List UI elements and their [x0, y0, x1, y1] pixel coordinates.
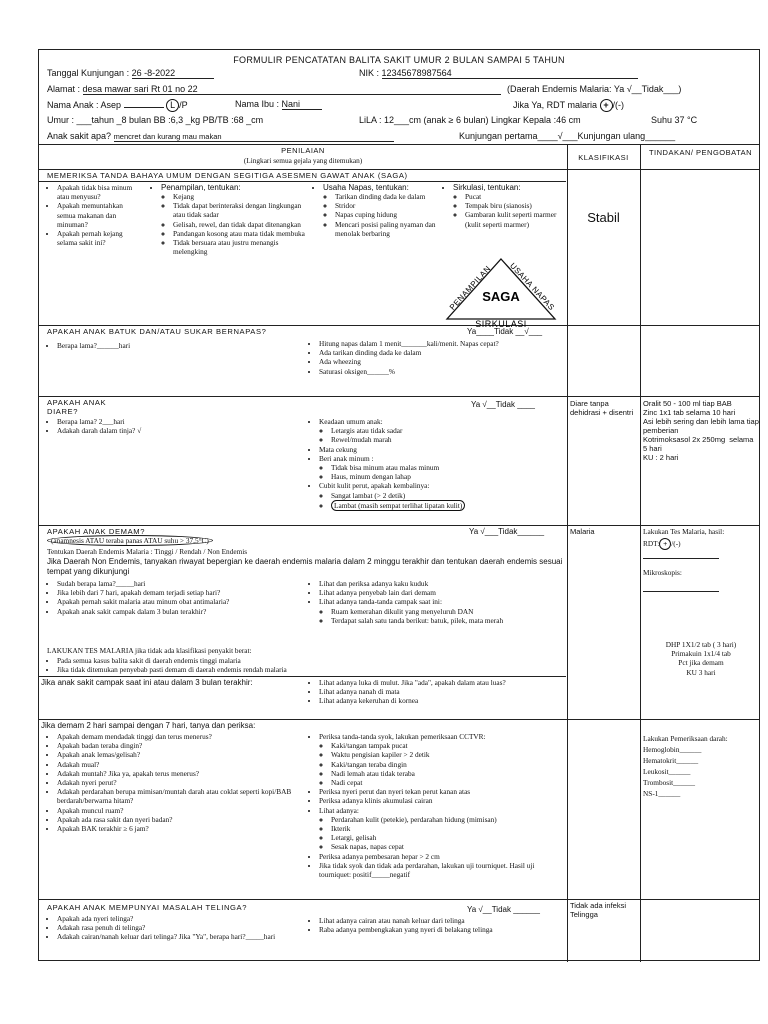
klasifikasi-head: KLASIFIKASI	[578, 153, 629, 162]
campak-sign: • Lihat adanya luka di mulut. Jika "ada", apakah dalam atau luas?	[319, 678, 563, 687]
rdt-line	[643, 550, 719, 559]
tanggal-value[interactable]: 26 -8-2022	[132, 68, 214, 79]
saga-col4	[443, 183, 563, 229]
saga-sign: ◦ Gambaran kulit seperti marmer (kulit seperti marmer)	[465, 210, 563, 228]
demam-lakukan-item: • Jika tidak ditemukan penyebab pasti demam di daerah endemis rendah malaria	[57, 665, 557, 674]
saga-sign: ◦ Pucat	[465, 192, 563, 201]
campak-sign: • Lihat adanya nanah di mata	[319, 687, 563, 696]
dbd-sign: • Periksa nyeri perut dan nyeri tekan perut kanan atas	[319, 787, 565, 796]
demam-sign: • Lihat dan periksa adanya kaku kuduk	[319, 579, 563, 588]
diare-title: APAKAH ANAK DIARE?	[47, 398, 107, 416]
tri-usaha-label: USAHA NAPAS	[507, 261, 557, 313]
nik-row	[359, 68, 638, 79]
suhu-row: Suhu 37 °C	[651, 115, 698, 125]
diare-klasifikasi: Diare tanpa dehidrasi + disentri	[570, 399, 634, 417]
saga-title: MEMERIKSA TANDA BAHAYA UMUM DENGAN SEGITIGA ASESMEN GAWAT ANAK (SAGA)	[47, 171, 408, 180]
diare-sign-circled: ◦ Lambat (masih sempat terlihat lipatan kulit)	[331, 500, 559, 511]
alamat-label: Alamat :	[47, 84, 81, 94]
rdt-text: Jika Ya, RDT malaria	[513, 100, 598, 110]
saga-sign: ◦ Tarikan dinding dada ke dalam	[335, 192, 443, 201]
form-title: FORMULIR PENCATATAN BALITA SAKIT UMUR 2 BULAN SAMPAI 5 TAHUN	[233, 55, 565, 65]
campak-sign: • Lihat adanya kekeruhan di kornea	[319, 696, 563, 705]
sakit-value[interactable]: mencret dan kurang mau makan	[114, 132, 394, 142]
batuk-sign: • Saturasi oksigen______%	[319, 367, 559, 376]
batuk-sign: • Ada tarikan dinding dada ke dalam	[319, 348, 559, 357]
dbd-right	[309, 732, 565, 879]
rdt-row	[513, 99, 624, 112]
demam-klasifikasi: Malaria	[570, 527, 595, 536]
vline	[640, 144, 641, 962]
kunjungan-row: Kunjungan pertama____√___Kunjungan ulang______	[459, 131, 676, 141]
sakit-row	[47, 131, 394, 142]
endemis-text: (Daerah Endemis Malaria: Ya √__Tidak___)	[507, 84, 682, 94]
campak-left: Jika anak sakit campak saat ini atau dalam 3 bulan terakhir:	[41, 678, 253, 687]
hline	[39, 719, 759, 720]
dbd-sign: ◦ Kaki/tangan tampak pucat	[331, 741, 565, 750]
batuk-right	[309, 339, 559, 376]
rdt-rest: /(-)	[612, 100, 625, 110]
hline	[39, 676, 566, 677]
saga-sign: ◦ Mencari posisi paling nyaman dan menolak berbaring	[335, 220, 443, 238]
saga-col3	[313, 183, 443, 238]
saga-col2	[151, 183, 311, 256]
dbd-sign: ◦ Waktu pengisian kapiler > 2 detik	[331, 750, 565, 759]
jk-l-circled[interactable]: L	[166, 99, 179, 112]
nama-anak-row	[47, 99, 188, 112]
dbd-sign: • Periksa adanya klinis akumulasi cairan	[319, 796, 565, 805]
dbd-q: • Adakah perdarahan berupa mimisan/muntah darah atau coklat seperti kopi/BAB berdarah/berwarna hitam?	[57, 787, 301, 805]
dbd-sign: ◦ Ikterik	[331, 824, 565, 833]
telinga-yatidak[interactable]: Ya √__Tidak ______	[467, 905, 540, 914]
dbd-left	[47, 732, 301, 833]
demam-sub2: Tentukan Daerah Endemis Malaria : Tinggi / Rendah / Non Endemis	[47, 547, 248, 556]
penilaian-sub: (Lingkari semua gejala yang ditemukan)	[243, 156, 363, 165]
tanggal-label: Tanggal Kunjungan :	[47, 68, 130, 78]
mikroskopis-line	[643, 577, 719, 592]
hline	[39, 181, 566, 182]
saga-q: • Apakah tidak bisa minum atau menyusu?	[57, 183, 137, 201]
nama-anak-label: Nama Anak :	[47, 100, 99, 110]
saga-q: • Apakah memuntahkan semua makanan dan minuman?	[57, 201, 137, 229]
diare-tindakan: Oralit 50 - 100 ml tiap BAB Zinc 1x1 tab selama 10 hari Asi lebih sering dan lebih lama tiap pemberian Kotrimoksasol 2x 250mg selama 5 hari KU : 2 hari	[643, 399, 759, 462]
dbd-sign: ◦ Nadi lemah atau tidak teraba	[331, 769, 565, 778]
umur-row: Umur : ___tahun _8 bulan BB :6,3 _kg PB/TB :68 _cm	[47, 115, 264, 125]
batuk-q: • Berapa lama?______hari	[57, 341, 297, 350]
nama-ibu-label: Nama Ibu :	[235, 99, 280, 109]
dbd-q: • Apakah ada rasa sakit dan nyeri badan?	[57, 815, 301, 824]
saga-sign: ◦ Tidak bersuara atau justru menangis melengking	[173, 238, 311, 256]
saga-sign: ◦ Stridor	[335, 201, 443, 210]
saga-q: • Apakah pernah kejang selama sakit ini?	[57, 229, 137, 247]
diare-right	[309, 417, 559, 511]
form-sheet	[38, 49, 760, 961]
alamat-value[interactable]: desa mawar sari Rt 01 no 22	[83, 84, 501, 95]
dbd-q: • Apakah demam mendadak tinggi dan terus menerus?	[57, 732, 301, 741]
diare-head: • Keadaan umum anak:	[319, 417, 559, 426]
telinga-sign: • Lihat adanya cairan atau nanah keluar dari telinga	[319, 916, 565, 925]
diare-sign: ◦ Rewel/mudah marah	[331, 435, 559, 444]
hline	[39, 169, 759, 170]
dbd-sign: ◦ Kaki/tangan teraba dingin	[331, 760, 565, 769]
telinga-klasifikasi: Tidak ada infeksi Telingga	[570, 901, 627, 919]
saga-col4-head: • Sirkulasi, tentukan:	[453, 183, 563, 192]
diare-sign: ◦ Sangat lambat (> 2 detik)	[331, 491, 559, 500]
demam-lakukan: LAKUKAN TES MALARIA jika tidak ada klasifikasi penyakit berat:	[47, 646, 252, 655]
campak-right	[309, 678, 563, 706]
saga-klasifikasi: Stabil	[587, 210, 620, 225]
lila-row: LiLA : 12___cm (anak ≥ 6 bulan) Lingkar Kepala :46 cm	[359, 115, 581, 125]
saga-col3-head: • Usaha Napas, tentukan:	[323, 183, 443, 192]
penilaian-head: PENILAIAN	[281, 146, 325, 155]
sakit-label: Anak sakit apa?	[47, 131, 112, 141]
telinga-right	[309, 916, 565, 934]
diare-sign: • Beri anak minum :	[319, 454, 559, 463]
nama-anak-underline	[124, 107, 164, 108]
demam-sign: ◦ Ruam kemerahan dikulit yang menyeluruh DAN	[331, 607, 563, 616]
dbd-q: • Apakah badan teraba dingin?	[57, 741, 301, 750]
dbd-sign: ◦ Nadi cepat	[331, 778, 565, 787]
nik-label: NIK :	[359, 68, 380, 78]
diare-sign: ◦ Tidak bisa minum atau malas minum	[331, 463, 559, 472]
dbd-sign: ◦ Perdarahan kulit (petekie), perdarahan hidung (mimisan)	[331, 815, 565, 824]
diare-sign: ◦ Haus, minum dengan lahap	[331, 472, 559, 481]
telinga-left	[47, 914, 303, 942]
mikroskopis-label: Mikroskopis:	[643, 568, 682, 578]
tri-sirkulasi-label: SIRKULASI	[475, 319, 527, 327]
dbd-sign: ◦ Letargi, gelisah	[331, 833, 565, 842]
dbd-left-head: Jika demam 2 hari sampai dengan 7 hari, tanya dan periksa:	[41, 721, 256, 730]
batuk-left	[47, 341, 297, 350]
demam-q: • Jika lebih dari 7 hari, apakah demam terjadi setiap hari?	[57, 588, 309, 597]
rdt-result: RDT: + /(-)	[643, 539, 681, 549]
nik-value[interactable]: 12345678987564	[382, 68, 638, 79]
nama-ibu-value[interactable]: Nani	[282, 99, 322, 110]
nama-anak-value[interactable]: Asep	[100, 100, 122, 110]
demam-lakukan-list	[47, 656, 557, 674]
diare-sign: • Cubit kulit perut, apakah kembalinya:	[319, 481, 559, 490]
saga-sign: ◦ Tempak biru (sianosis)	[465, 201, 563, 210]
demam-sub1: (anamnesis ATAU teraba panas ATAU suhu > 37,5°C)	[47, 536, 347, 545]
diare-sign: ◦ Letargis atau tidak sadar	[331, 426, 559, 435]
dbd-sign: • Periksa tanda-tanda syok, lakukan pemeriksaan CCTVR:	[319, 732, 565, 741]
batuk-sign: • Ada wheezing	[319, 357, 559, 366]
dbd-sign: • Jika tidak syok dan tidak ada perdarahan, lakukan uji tourniquet. Hasil uji tourniquet: positif_____negatif	[319, 861, 565, 879]
dbd-sign: • Periksa adanya pembesaran hepar > 2 cm	[319, 852, 565, 861]
saga-sign: ◦ Napas cuping hidung	[335, 210, 443, 219]
telinga-q: • Apakah ada nyeri telinga?	[57, 914, 303, 923]
hline	[39, 899, 759, 900]
diare-left	[47, 417, 297, 435]
rdt-plus-circled[interactable]: +	[600, 99, 613, 112]
dbd-q: • Adakah mual?	[57, 760, 301, 769]
demam-q: • Sudah berapa lama?_____hari	[57, 579, 309, 588]
diare-q: • Berapa lama? 2___hari	[57, 417, 297, 426]
hline	[39, 144, 759, 145]
demam-right	[309, 579, 563, 625]
alamat-row	[47, 84, 501, 95]
saga-sign: ◦ Gelisah, rewel, dan tidak dapat ditenangkan	[173, 220, 311, 229]
hline	[39, 525, 759, 526]
tri-saga-label: SAGA	[482, 289, 520, 304]
dbd-q: • Adakah nyeri perut?	[57, 778, 301, 787]
dbd-sign: • Lihat adanya:	[319, 806, 565, 815]
telinga-sign: • Raba adanya pembengkakan yang nyeri di belakang telinga	[319, 925, 565, 934]
demam-left	[47, 579, 309, 616]
telinga-q: • Adakah cairan/nanah keluar dari telinga? Jika "Ya", berapa hari?_____hari	[57, 932, 303, 941]
batuk-yatidak[interactable]: Ya____Tidak __√___	[467, 327, 543, 336]
dbd-q: • Adakah muntah? Jika ya, apakah terus menerus?	[57, 769, 301, 778]
dbd-tindakan: Lakukan Pemeriksaan darah: Hemoglobin______ Hematokrit______ Leukosit______ Trombosit______ NS-1______	[643, 734, 728, 798]
nama-ibu-row	[235, 99, 322, 110]
hline	[39, 396, 759, 397]
demam-yatidak[interactable]: Ya √___Tidak______	[469, 527, 545, 536]
batuk-sign: • Hitung napas dalam 1 menit_______kali/menit. Napas cepat?	[319, 339, 559, 348]
saga-col2-head: • Penampilan, tentukan:	[161, 183, 311, 192]
demam-sign: • Lihat adanya penyebab lain dari demam	[319, 588, 563, 597]
telinga-title: APAKAH ANAK MEMPUNYAI MASALAH TELINGA?	[47, 903, 248, 912]
diare-q: • Adakah darah dalam tinja? √	[57, 426, 297, 435]
demam-tindakan	[643, 527, 759, 592]
saga-sign: ◦ Kejang	[173, 192, 311, 201]
saga-sign: ◦ Tidak dapat berinteraksi dengan lingkungan atau tidak sadar	[173, 201, 311, 219]
hline	[39, 325, 759, 326]
demam-tindakan2: DHP 1X1/2 tab ( 3 hari) Primakuin 1x1/4 tab Pct jika demam KU 3 hari	[665, 640, 737, 677]
demam-sign: • Lihat adanya tanda-tanda campak saat ini:	[319, 597, 563, 606]
vline	[567, 144, 568, 962]
demam-lakukan-item: • Pada semua kasus balita sakit di daerah endemis tinggi malaria	[57, 656, 557, 665]
demam-title: APAKAH ANAK DEMAM?	[47, 527, 146, 536]
demam-sign: ◦ Terdapat salah satu tanda berikut: batuk, pilek, mata merah	[331, 616, 563, 625]
saga-triangle-icon	[441, 255, 561, 327]
diare-yatidak[interactable]: Ya √__Tidak ____	[471, 400, 535, 409]
jk-p: /P	[179, 100, 188, 110]
batuk-title: APAKAH ANAK BATUK DAN/ATAU SUKAR BERNAPAS?	[47, 327, 267, 336]
telinga-q: • Adakah rasa penuh di telinga?	[57, 923, 303, 932]
dbd-q: • Apakah muncul ruam?	[57, 806, 301, 815]
tindakan-head: TINDAKAN/ PENGOBATAN	[648, 148, 753, 157]
tanggal-row	[47, 68, 214, 79]
dbd-q: • Apakah BAK terakhir ≥ 6 jam?	[57, 824, 301, 833]
demam-q: • Apakah pernah sakit malaria atau minum obat antimalaria?	[57, 597, 309, 606]
saga-sign: ◦ Pandangan kosong atau mata tidak membuka	[173, 229, 311, 238]
dbd-sign: ◦ Sesak napas, napas cepat	[331, 842, 565, 851]
saga-col1	[47, 183, 137, 247]
demam-sub3: Jika Daerah Non Endemis, tanyakan riwayat bepergian ke daerah endemis malaria dalam 2 minggu terakhir dan tentukan daerah endemis sesuai tempat yang dikunjungi	[47, 557, 563, 576]
dbd-q: • Apakah anak lemas/gelisah?	[57, 750, 301, 759]
demam-q: • Apakah anak sakit campak dalam 3 bulan terakhir?	[57, 607, 309, 616]
diare-sign: • Mata cekung	[319, 445, 559, 454]
tes-malaria-label: Lakukan Tes Malaria, hasil:	[643, 527, 725, 536]
tri-penampilan-label: PENAMPILAN	[447, 263, 493, 312]
